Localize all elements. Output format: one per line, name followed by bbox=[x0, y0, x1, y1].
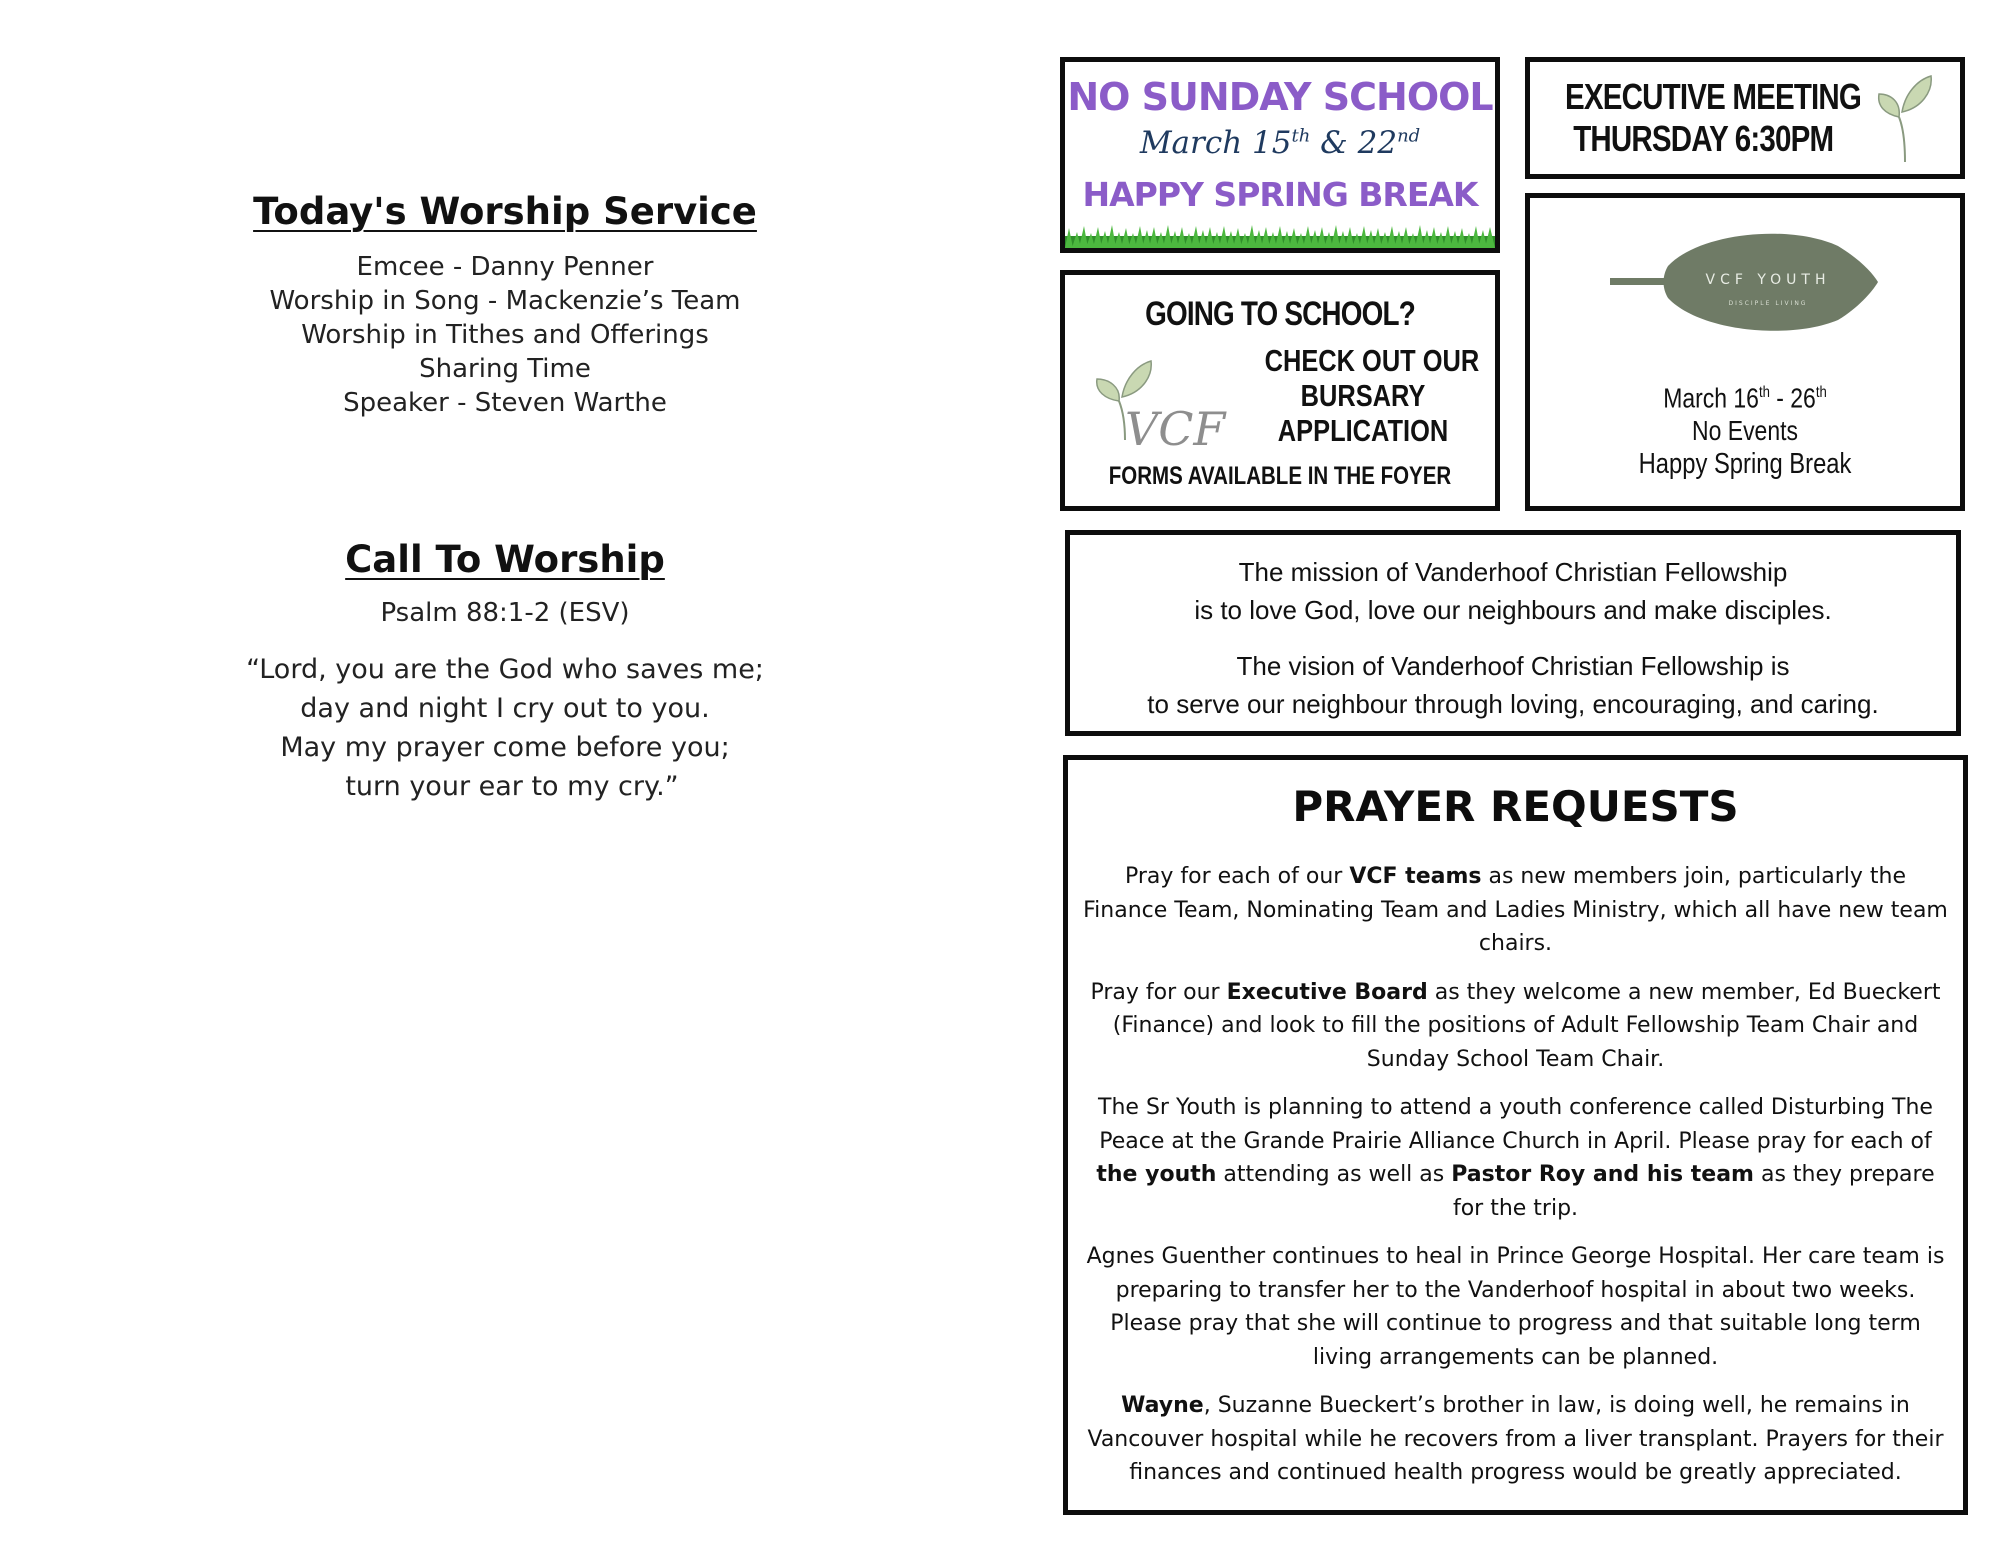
prayer-emphasis: VCF teams bbox=[1349, 864, 1482, 889]
prayer-text: The Sr Youth is planning to attend a youth conference called Disturbing The Peace at the Grande Prairie Alliance Church in April. Please pray for each of bbox=[1098, 1095, 1933, 1154]
date-suffix: th bbox=[1291, 125, 1311, 147]
vcf-youth-logo-title: VCF YOUTH bbox=[1705, 272, 1831, 288]
prayer-emphasis: Executive Board bbox=[1226, 979, 1428, 1005]
forms-available-text: FORMS AVAILABLE IN THE FOYER bbox=[1108, 462, 1452, 490]
psalm-reference: Psalm 88:1-2 (ESV) bbox=[380, 598, 630, 628]
prayer-requests-box bbox=[1063, 755, 1968, 1515]
prayer-text: as new members join, particularly the Finance Team, Nominating Team and Ladies Ministry, which all have new team chairs. bbox=[1083, 864, 1948, 956]
happy-spring-break-title: HAPPY SPRING BREAK bbox=[1082, 175, 1478, 214]
date-suffix: nd bbox=[1397, 125, 1421, 147]
prayer-text: attending as well as bbox=[1216, 1162, 1452, 1187]
service-item: Speaker - Steven Warthe bbox=[343, 388, 667, 418]
prayer-item bbox=[1082, 860, 1949, 961]
grass-border-image bbox=[1065, 224, 1495, 248]
youth-dates bbox=[1569, 376, 1922, 414]
vcf-logo-icon bbox=[1085, 345, 1226, 456]
date-text: & 22 bbox=[1310, 125, 1398, 161]
worship-service-list bbox=[200, 250, 810, 420]
prayer-item: Agnes Guenther continues to heal in Prince George Hospital. Her care team is preparing to transfer her to the Vanderhoof hospital in about two weeks. Please pray that she will continue to progress and that suitable long term living arrangements can be planned. bbox=[1086, 1244, 1945, 1370]
youth-no-events: No Events bbox=[1692, 415, 1798, 447]
going-to-school-title: GOING TO SCHOOL? bbox=[1145, 295, 1415, 333]
service-item: Worship in Song - Mackenzie’s Team bbox=[269, 286, 741, 316]
prayer-item bbox=[1082, 1091, 1949, 1225]
executive-meeting-text bbox=[1565, 76, 1861, 160]
prayer-emphasis: Pastor Roy and his team bbox=[1451, 1162, 1754, 1187]
executive-meeting-line: THURSDAY 6:30PM bbox=[1573, 118, 1834, 159]
mission-line: The mission of Vanderhoof Christian Fellowship bbox=[1238, 557, 1788, 587]
psalm-verse bbox=[200, 650, 810, 806]
no-sunday-school-dates bbox=[1065, 125, 1495, 161]
executive-meeting-box bbox=[1525, 57, 1965, 179]
service-item: Emcee - Danny Penner bbox=[356, 252, 654, 282]
verse-line: “Lord, you are the God who saves me; bbox=[246, 654, 764, 685]
date-text: - 26 bbox=[1769, 382, 1816, 414]
worship-service-title: Today's Worship Service bbox=[253, 190, 757, 233]
verse-line: May my prayer come before you; bbox=[280, 732, 730, 763]
bursary-line: BURSARY bbox=[1300, 378, 1426, 413]
call-to-worship-title: Call To Worship bbox=[345, 538, 665, 581]
mission-line: is to love God, love our neighbours and make disciples. bbox=[1194, 595, 1832, 625]
no-sunday-school-title: NO SUNDAY SCHOOL bbox=[1067, 75, 1493, 119]
prayer-emphasis: the youth bbox=[1096, 1162, 1217, 1187]
prayer-item bbox=[1082, 976, 1949, 1077]
bursary-line: CHECK OUT OUR bbox=[1264, 343, 1480, 378]
date-suffix: th bbox=[1758, 384, 1770, 401]
youth-spring-break: Happy Spring Break bbox=[1638, 448, 1852, 480]
date-text: March 16 bbox=[1663, 382, 1759, 414]
mission-statement bbox=[1070, 553, 1956, 629]
bursary-callout bbox=[1264, 343, 1480, 448]
service-item: Worship in Tithes and Offerings bbox=[301, 320, 709, 350]
vision-statement bbox=[1070, 647, 1956, 723]
vcf-youth-leaf-logo bbox=[1610, 228, 1890, 338]
executive-meeting-line: EXECUTIVE MEETING bbox=[1565, 76, 1862, 117]
prayer-item bbox=[1082, 1389, 1949, 1490]
sprout-icon bbox=[1875, 72, 1935, 164]
youth-schedule bbox=[1569, 376, 1922, 447]
prayer-text: , Suzanne Bueckert’s brother in law, is doing well, he remains in Vancouver hospital while he recovers from a liver transplant. Prayers for their finances and continued health progress would be greatly appreciated. bbox=[1087, 1393, 1944, 1485]
prayer-emphasis: Wayne bbox=[1121, 1393, 1204, 1418]
prayer-text: Pray for each of our bbox=[1124, 864, 1350, 889]
verse-line: turn your ear to my cry.” bbox=[345, 771, 679, 802]
vcf-youth-logo-subtitle: DISCIPLE LIVING bbox=[1728, 300, 1808, 307]
prayer-requests-body bbox=[1082, 860, 1949, 1505]
vision-line: to serve our neighbour through loving, encouraging, and caring. bbox=[1147, 689, 1879, 719]
prayer-requests-title: PRAYER REQUESTS bbox=[1292, 782, 1739, 831]
prayer-text: as they prepare for the trip. bbox=[1452, 1162, 1935, 1221]
prayer-text: as they welcome a new member, Ed Bueckert (Finance) and look to fill the positions of Adult Fellowship Team Chair and Sunday School Team Chair. bbox=[1112, 979, 1941, 1072]
vision-line: The vision of Vanderhoof Christian Fellowship is bbox=[1236, 651, 1790, 681]
prayer-text: Pray for our bbox=[1090, 979, 1227, 1005]
going-to-school-box bbox=[1060, 270, 1500, 511]
verse-line: day and night I cry out to you. bbox=[300, 693, 710, 724]
vcf-logo-text: VCF bbox=[1125, 402, 1226, 456]
no-sunday-school-box bbox=[1060, 57, 1500, 253]
vcf-youth-box bbox=[1525, 193, 1965, 511]
bursary-line: APPLICATION bbox=[1277, 413, 1449, 448]
service-item: Sharing Time bbox=[419, 354, 591, 384]
mission-vision-box bbox=[1065, 530, 1961, 736]
date-text: March 15 bbox=[1139, 125, 1292, 161]
date-suffix: th bbox=[1815, 384, 1827, 401]
